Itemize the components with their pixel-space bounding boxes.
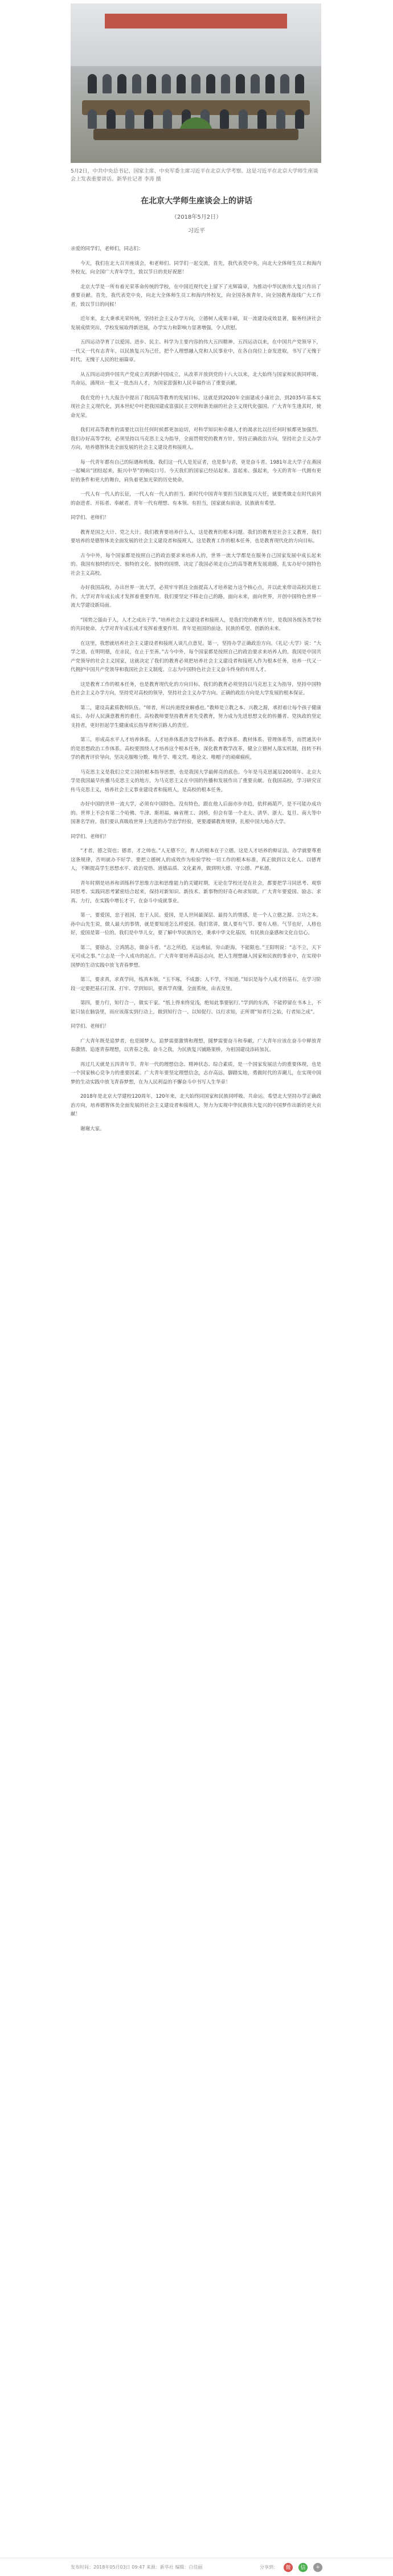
paragraph: 第一，要爱国，忠于祖国，忠于人民。爱国，是人世间最深层、最持久的情感，是一个人立德之源、立功之本。孙中山先生说，做人最大的事情，就是要知道怎么样爱国。我们常讲，做人要有气节、要有人格。气节也好，人格也好，爱国是第一位的。我们是中华儿女，要了解中华民族历史，秉承中华文化基因，有民族自豪感和文化自信心。	[71, 913, 321, 936]
paragraph: 马克思主义是我们立党立国的根本指导思想，也是我国大学最鲜亮的底色。今年是马克思诞辰200周年。北京大学是我国最早传播马克思主义的地方，为马克思主义在中国的传播和发展作出了重要贡献。在我国高校，学习研究宣传马克思主义，培养社会主义事业建设者和接班人，是高校的根本任务。	[71, 769, 321, 793]
paragraph: 我们对高等教育的需要比以往任何时候都更加迫切，对科学知识和卓越人才的渴求比以往任何时候都更加强烈。我们办好高等学校，必须坚持以马克思主义为指导，全面贯彻党的教育方针，坚持正确政治方向，坚持社会主义办学方向，培养德智体美全面发展的社会主义建设者和接班人。	[71, 427, 321, 451]
paragraph: 第三，要求真，求真学问，练真本领。“玉不琢，不成器；人不学，不知道。”知识是每个人成才的基石，在学习阶段一定要把基石打深、打牢。学到知识，要真学真懂，全面系统，由表及里。	[71, 977, 321, 992]
article-title: 在北京大学师生座谈会上的讲话	[141, 197, 252, 206]
paragraph: 亲爱的同学们，老师们，同志们：	[71, 246, 144, 252]
article-meta: 发布时间：2018年05月03日 09:47 来源：新华社 编辑：白佳丽	[71, 2565, 203, 2570]
photo-people-row-back	[88, 74, 304, 93]
paragraph: 一代人有一代人的长征，一代人有一代人的担当。新时代中国青年要担当民族复兴大任，就要勇做走在时代前列的奋进者、开拓者、奉献者。青年一代有理想、有本领、有担当，国家就有前途，民族就有希望。	[71, 492, 321, 506]
paragraph: 第二，建设高素质教师队伍。“师者，所以传道授业解惑也。”教师是立教之本、兴教之源，承担着让每个孩子健康成长、办好人民满意教育的重任。高校教师要坚持教育者先受教育，努力成为先进思想文化的传播者、党执政的坚定支持者，更好担起学生健康成长指导者和引路人的责任。	[71, 705, 321, 729]
weibo-share-icon[interactable]: 微	[284, 2563, 293, 2572]
paragraph: 广大青年既是追梦者，也是圆梦人。追梦需要激情和理想，圆梦需要奋斗和奉献。广大青年应该在奋斗中释放青春激情、追逐青春理想，以青春之我、奋斗之我，为民族复兴铺路架桥，为祖国建设添砖加瓦。	[71, 1038, 321, 1053]
paragraph: “国势之强由于人，人才之成出于学。”培养社会主义建设者和接班人，是我们党的教育方针，是我国各级各类学校的共同使命。大学对青年成长成才发挥着重要作用。青年是祖国的前途、民族的希望、创新的未来。	[71, 617, 321, 632]
paragraph: 北京大学是一所有着光荣革命传统的学校，在中国近现代史上留下了光辉篇章，为推动中华民族伟大复兴作出了重要贡献。首先，我代表党中央，向北大全体师生员工和海内外校友，向全国各族青年，向全国教育战线广大工作者，致以节日的问候！	[71, 284, 321, 308]
photo-banner	[105, 14, 287, 28]
photo-table-front	[93, 129, 298, 140]
paragraph: “才者，德之资也；德者，才之帅也。”人无德不立，育人的根本在于立德。这是人才培养的辩证法。办学就要尊重这条规律，否则就办不好学。要把立德树人的成效作为检验学校一切工作的根本标准，真正做到以文化人、以德育人，不断提高学生思想水平、政治觉悟、道德品质、文化素养，做到明大德、守公德、严私德。	[71, 848, 321, 872]
more-share-icon[interactable]: +	[313, 2563, 322, 2572]
paragraph: 近年来，北大秉承光荣传统，坚持社会主义办学方向，立德树人成果丰硕，双一流建设成效显著，服务经济社会发展成绩突出，学校发展取得新进展，办学实力和影响力显著增强，令人欣慰。	[71, 316, 321, 331]
article-date: （2018年5月2日）	[171, 214, 222, 220]
paragraph: 第二，要励志，立鸿鹄志，做奋斗者。“志之所趋，无远弗届，穷山距海，不能限也。”王阳明说：“志不立，天下无可成之事。”立志是一个人成功的起点。广大青年要培养高远志向，把人生理想融入国家和民族的事业中，在实现中国梦的生动实践中放飞青春梦想。	[71, 944, 321, 968]
paragraph: 这是教育工作的根本任务，也是教育现代化的方向目标。我们的教育必须坚持以马克思主义为指导，坚持中国特色社会主义办学方向，坚持党对高校的领导，坚持社会主义办学方向。正确的政治方向是大学发展的根本保证。	[71, 681, 321, 696]
paragraph: 教育是国之大计、党之大计。我们教育要培养什么人，这是教育的根本问题。我们的教育是社会主义教育，我们要培养的是德智体美全面发展的社会主义建设者和接班人。这是教育工作的根本任务，也是教育现代化的方向目标。	[71, 529, 321, 544]
paragraph: 再过几天就是五四青年节。青年一代的理想信念、精神状态、综合素质，是一个国家发展活力的重要体现，也是一个国家核心竞争力的重要因素。广大青年要坚定理想信念，志存高远，脚踏实地，勇做时代的弄潮儿，在实现中国梦的生动实践中放飞青春梦想，在为人民利益的不懈奋斗中书写人生华章！	[71, 1061, 321, 1085]
paragraph: 青年时期是培养和训练科学思维方法和思维能力的关键时期，无论在学校还是在社会，都要把学习同思考、观察同思考、实践同思考紧密结合起来，保持对新知识、新技术、新事物的好奇心和求知欲。广大青年要爱国、励志、求真、力行，在实践中增长才干，在奋斗中成就事业。	[71, 880, 321, 904]
paragraph: 办好中国的世界一流大学，必须有中国特色。没有特色，跟在他人后面亦步亦趋，依样画葫芦，是不可能办成功的。世界上不会有第二个哈佛、牛津、斯坦福、麻省理工、剑桥，但会有第一个北大、清华、浙大、复旦、南大等中国著名学府。我们要认真吸收世界上先进的办学治学经验，更要遵循教育规律，扎根中国大地办大学。	[71, 802, 321, 825]
photo-wall	[71, 3, 321, 66]
paragraph: 每一代青年都有自己的际遇和机缘。我们这一代人是见证者，也是参与者，更是奋斗者。1981年北大学子在燕园一起喊出“团结起来，振兴中华”的响亮口号。今天我们的国家已经站起来、富起来、强起来，今天的青年一代拥有更好的条件和更大的舞台，肩负着更加光荣的历史使命。	[71, 459, 321, 483]
paragraph: 第四，要力行，知行合一，做实干家。“纸上得来终觉浅，绝知此事要躬行。”学到的东西，不能停留在书本上，不能只装在脑袋里，而应该落实到行动上，做到知行合一、以知促行、以行求知，正所谓“知者行之始，行者知之成”。	[71, 1000, 321, 1015]
share-bar	[260, 2563, 322, 2572]
photo-caption: 5月2日，中共中央总书记、国家主席、中央军委主席习近平在北京大学考察。这是习近平在北京大学师生座谈会上发表重要讲话。新华社记者 李涛 摄	[71, 169, 318, 182]
paragraph: 古今中外，每个国家都是按照自己的政治要求来培养人的，世界一流大学都是在服务自己国家发展中成长起来的。我国有独特的历史、独特的文化、独特的国情，决定了我国必须走自己的高等教育发展道路，扎实办好中国特色社会主义高校。	[71, 553, 321, 576]
paragraph: 2018年是北京大学建校120周年，120年来，北大始终同国家和民族同呼吸、共命运。希望北大坚持办学正确政治方向，培养德智体美全面发展的社会主义建设者和接班人，努力为实现中华民族伟大复兴的中国梦作出新的更大贡献！	[71, 1094, 321, 1117]
paragraph: 在这里，我想就培养社会主义建设者和接班人谈几点意见。第一，坚持办学正确政治方向。《礼记·大学》说：“大学之道，在明明德，在亲民，在止于至善。”古今中外，每个国家都是按照自己的政治要求来培养人的。我国是中国共产党领导的社会主义国家，这就决定了我们的教育必须把培养社会主义建设者和接班人作为根本任务，培养一代又一代拥护中国共产党领导和我国社会主义制度、立志为中国特色社会主义奋斗终身的有用人才。	[71, 640, 321, 673]
paragraph: 同学们、老师们！	[71, 833, 110, 840]
article-footer	[0, 2558, 393, 2576]
paragraph: 谢谢大家。	[80, 1126, 105, 1132]
share-label: 分享到：	[260, 2565, 278, 2570]
paragraph: 同学们、老师们！	[71, 1024, 110, 1029]
article-body	[71, 245, 321, 1139]
paragraph: 今天，我们在北大召开座谈会，和老师们、同学们一起交流，首先，我代表党中央，向北大全体师生员工和海内外校友，向全国广大青年学生，致以节日的美好祝愿！	[71, 260, 321, 275]
paragraph: 同学们、老师们！	[71, 515, 110, 521]
paragraph: 从五四运动到中国共产党成立再到新中国成立，从改革开放到党的十八大以来，北大始终与国家和民族同呼吸、共命运，涌现出一批又一批杰出人才，为国家富强和人民幸福作出了重要贡献。	[71, 371, 321, 386]
paragraph: 五四运动孕育了以爱国、进步、民主、科学为主要内容的伟大五四精神。五四运动以来，在中国共产党领导下，一代又一代有志青年，以民族复兴为己任，把个人理想融入党和人民事业中，在各自岗位上奋发进取，书写了无愧于时代、无愧于人民的壮丽篇章。	[71, 340, 321, 363]
article-hero-photo	[71, 3, 321, 163]
paragraph: 第三，形成高水平人才培养体系。人才培养体系涉及学科体系、教学体系、教材体系、管理体系等，而贯通其中的是思想政治工作体系。高校要围绕人才培养这个根本任务，深化教育教学改革，健全立德树人落实机制，扭转不科学的教育评价导向，坚决克服唯分数、唯升学、唯文凭、唯论文、唯帽子的顽瘴痼疾。	[71, 737, 321, 760]
article-author: 习近平	[188, 228, 205, 234]
paragraph: 办好我国高校，办出世界一流大学，必须牢牢抓住全面提高人才培养能力这个核心点，并以此来带动高校其他工作。大学对青年成长成才发挥着重要作用。我们要坚定不移走自己的路，面向未来，面向世界，开创中国特色世界一流大学建设新局面。	[71, 585, 321, 608]
wechat-share-icon[interactable]: 信	[298, 2563, 308, 2572]
paragraph: 我在党的十九大报告中提出了我国高等教育的发展目标，这就是到2020年全面建成小康社会，到2035年基本实现社会主义现代化，到本世纪中叶把我国建成富强民主文明和谐美丽的社会主义现代化强国。广大青年生逢其时，使命光荣。	[71, 395, 321, 419]
